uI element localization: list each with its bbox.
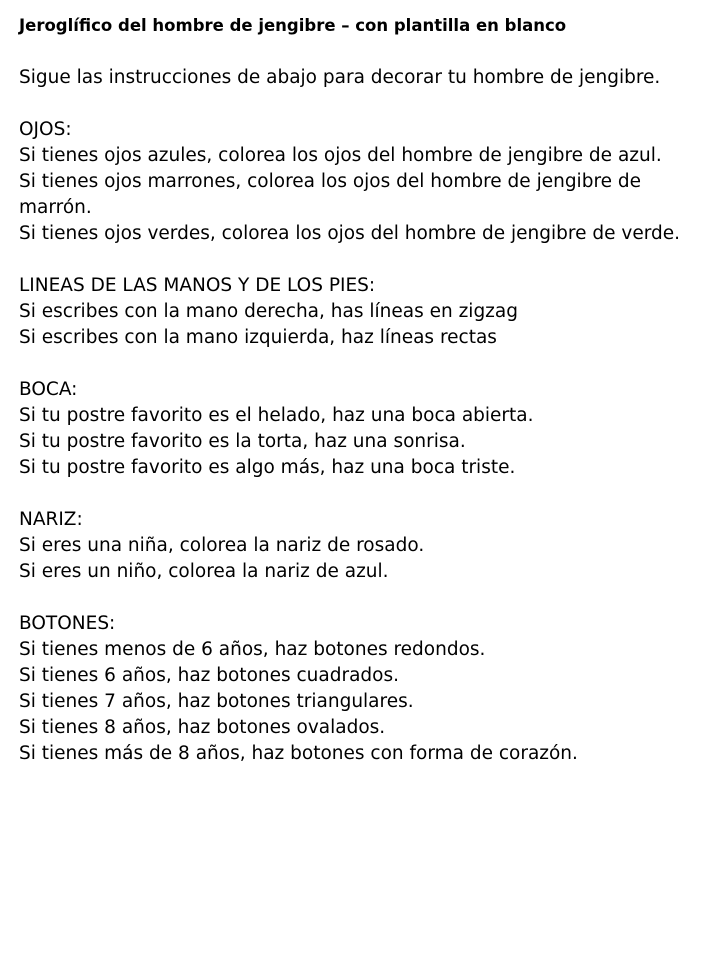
section-mouth xyxy=(19,377,704,481)
instruction-line: Si tienes 7 años, haz botones triangulares. xyxy=(19,691,414,712)
instruction-line: Si tienes ojos marrones, colorea los ojos del hombre de jengibre de marrón. xyxy=(19,171,642,218)
section-heading: BOCA: xyxy=(19,379,78,400)
instruction-line: Si tienes ojos azules, colorea los ojos del hombre de jengibre de azul. xyxy=(19,145,662,166)
instruction-line: Si tienes menos de 6 años, haz botones redondos. xyxy=(19,639,486,660)
intro-paragraph: Sigue las instrucciones de abajo para decorar tu hombre de jengibre. xyxy=(19,67,661,88)
section-buttons xyxy=(19,611,704,767)
document-body xyxy=(19,13,704,767)
section-eyes xyxy=(19,117,704,247)
instruction-line: Si escribes con la mano izquierda, haz líneas rectas xyxy=(19,327,497,348)
section-heading: OJOS: xyxy=(19,119,72,140)
section-nose xyxy=(19,507,704,585)
instruction-line: Si eres una niña, colorea la nariz de rosado. xyxy=(19,535,425,556)
section-heading: NARIZ: xyxy=(19,509,83,530)
instruction-line: Si tienes 8 años, haz botones ovalados. xyxy=(19,717,386,738)
section-hand-foot-lines xyxy=(19,273,704,351)
instruction-line: Si tienes 6 años, haz botones cuadrados. xyxy=(19,665,400,686)
instruction-line: Si tu postre favorito es la torta, haz una sonrisa. xyxy=(19,431,466,452)
instruction-line: Si eres un niño, colorea la nariz de azul. xyxy=(19,561,389,582)
instruction-line: Si tu postre favorito es algo más, haz una boca triste. xyxy=(19,457,516,478)
instruction-line: Si tienes más de 8 años, haz botones con forma de corazón. xyxy=(19,743,578,764)
section-heading: LINEAS DE LAS MANOS Y DE LOS PIES: xyxy=(19,275,376,296)
instruction-line: Si tu postre favorito es el helado, haz una boca abierta. xyxy=(19,405,534,426)
section-heading: BOTONES: xyxy=(19,613,116,634)
document-title: Jeroglífico del hombre de jengibre – con plantilla en blanco xyxy=(19,16,567,35)
instruction-line: Si escribes con la mano derecha, has líneas en zigzag xyxy=(19,301,518,322)
instruction-line: Si tienes ojos verdes, colorea los ojos del hombre de jengibre de verde. xyxy=(19,223,680,244)
